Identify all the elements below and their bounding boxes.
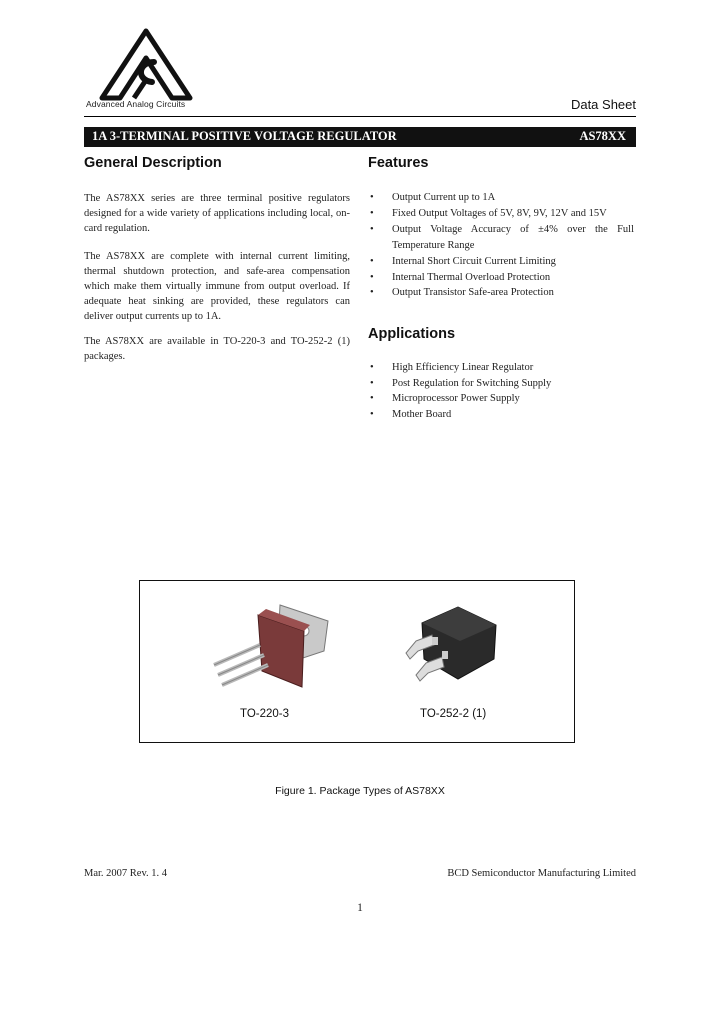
bullet: • — [370, 362, 374, 373]
bullet: • — [370, 256, 374, 267]
company-name: BCD Semiconductor Manufacturing Limited — [447, 868, 636, 879]
list-item — [368, 206, 634, 222]
list-item — [368, 190, 634, 206]
feature-text: Output Transistor Safe-area Protection — [392, 287, 554, 298]
features-heading: Features — [368, 155, 429, 171]
features-list — [368, 190, 634, 301]
applications-list — [368, 360, 634, 422]
bullet: • — [370, 287, 374, 298]
list-item — [368, 360, 634, 376]
bullet: • — [370, 207, 374, 219]
bullet: • — [370, 408, 374, 420]
description-paragraph: The AS78XX series are three terminal positive regulators designed for a wide variety of applications including local, on-card regulation. — [84, 193, 350, 234]
document-title: 1A 3-TERMINAL POSITIVE VOLTAGE REGULATOR — [92, 129, 397, 143]
revision-date: Mar. 2007 Rev. 1. 4 — [84, 868, 168, 879]
general-description-heading: General Description — [84, 155, 222, 171]
feature-text: Internal Short Circuit Current Limiting — [392, 256, 556, 267]
feature-text: Output Voltage Accuracy of ±4% over the Full Temperature Range — [392, 224, 634, 251]
description-paragraph: The AS78XX are available in TO-220-3 and TO-252-2 (1) packages. — [84, 336, 350, 362]
package-figure — [139, 580, 575, 743]
page-number: 1 — [357, 902, 363, 914]
feature-text: Internal Thermal Overload Protection — [392, 271, 551, 283]
application-text: Microprocessor Power Supply — [392, 393, 520, 404]
header-divider — [84, 116, 636, 117]
part-number: AS78XX — [579, 129, 626, 143]
figure-caption: Figure 1. Package Types of AS78XX — [275, 785, 445, 797]
bullet: • — [370, 192, 374, 203]
bullet: • — [370, 377, 374, 389]
company-logo — [98, 28, 194, 102]
feature-text: Fixed Output Voltages of 5V, 8V, 9V, 12V and 15V — [392, 207, 607, 219]
list-item — [368, 376, 634, 392]
package-label: TO-252-2 (1) — [420, 708, 487, 720]
list-item — [368, 407, 634, 423]
application-text: High Efficiency Linear Regulator — [392, 362, 534, 373]
bullet: • — [370, 271, 374, 283]
package-label: TO-220-3 — [240, 708, 290, 720]
title-bar — [84, 127, 636, 147]
application-text: Post Regulation for Switching Supply — [392, 377, 552, 389]
list-item — [368, 222, 634, 253]
bullet: • — [370, 224, 374, 235]
applications-heading: Applications — [368, 326, 456, 342]
application-text: Mother Board — [392, 408, 452, 420]
feature-text: Output Current up to 1A — [392, 192, 496, 203]
list-item — [368, 254, 634, 270]
to-252-2-package-image — [396, 595, 506, 705]
to-220-3-package-image — [200, 595, 340, 705]
list-item — [368, 270, 634, 286]
bullet: • — [370, 393, 374, 404]
description-paragraph: The AS78XX are complete with internal current limiting, thermal shutdown protection, and safe-area compensation which make them virtually immune from output overload. If adequate heat sinking are provided, these regulators can deliver output currents up to 1A. — [84, 251, 350, 322]
logo-text: Advanced Analog Circuits — [86, 99, 186, 109]
list-item — [368, 285, 634, 301]
list-item — [368, 391, 634, 407]
doc-type-label: Data Sheet — [570, 97, 636, 112]
